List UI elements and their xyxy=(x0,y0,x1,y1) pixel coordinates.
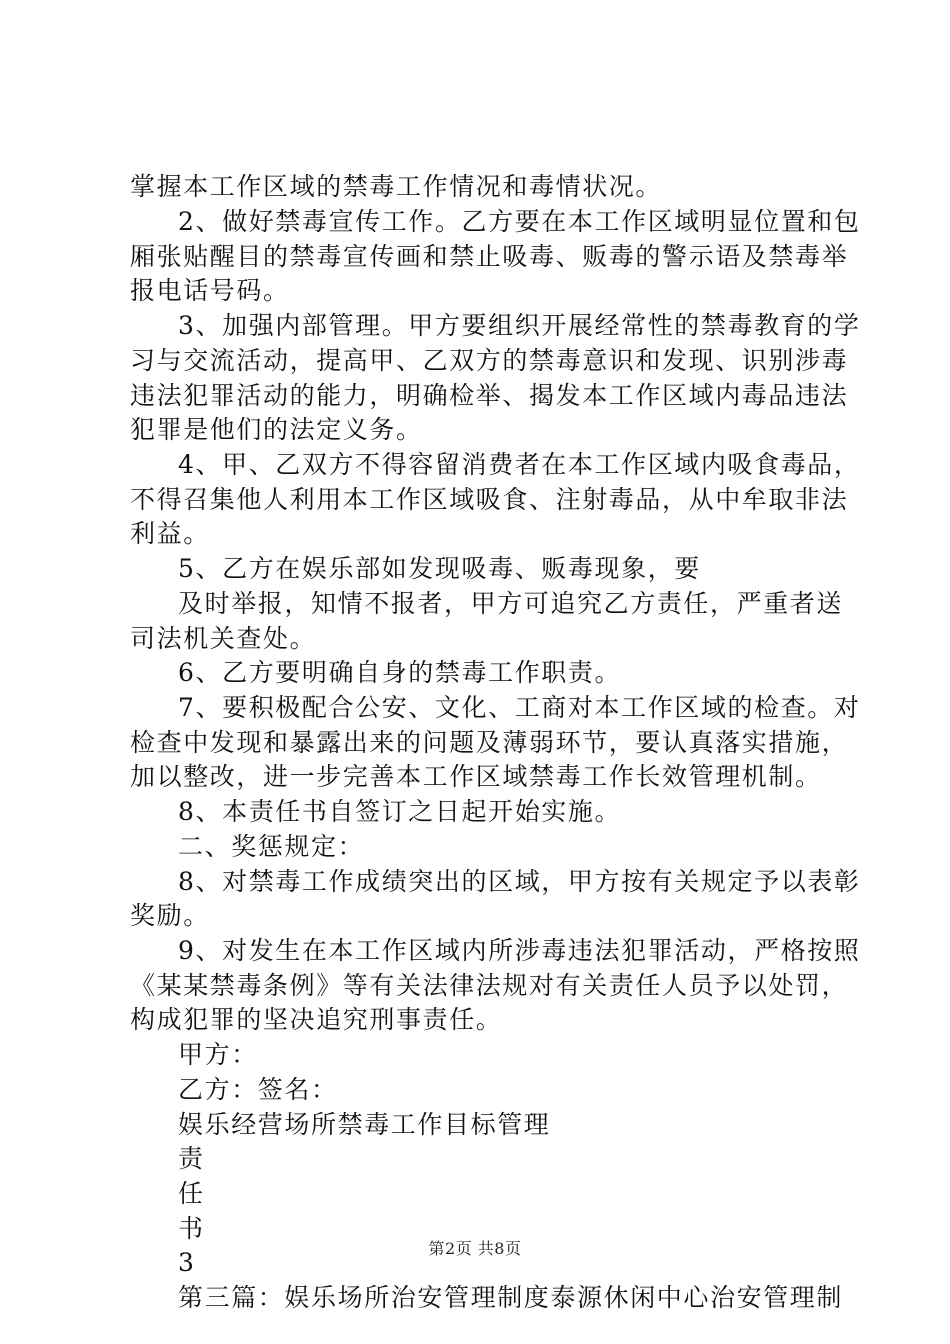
body-line: 6、乙方要明确自身的禁毒工作职责。 xyxy=(178,658,622,687)
body-line: 5、乙方在娱乐部如发现吸毒、贩毒现象，要 xyxy=(178,554,701,583)
page-number-text: 第2页 共8页 xyxy=(428,1239,522,1258)
body-line: 构成犯罪的坚决追究刑事责任。 xyxy=(130,1005,503,1034)
body-line: 加以整改，进一步完善本工作区域禁毒工作长效管理机制。 xyxy=(130,762,822,791)
body-line: 4、甲、乙双方不得容留消费者在本工作区域内吸食毒品， xyxy=(178,450,861,479)
body-line: 8、本责任书自签订之日起开始实施。 xyxy=(178,797,622,826)
body-line: 及时举报，知情不报者，甲方可追究乙方责任，严重者送 xyxy=(178,589,844,618)
body-line: 习与交流活动，提高甲、乙双方的禁毒意识和发现、识别涉毒 xyxy=(130,346,849,375)
body-line: 报电话号码。 xyxy=(130,276,290,305)
body-line: 9、对发生在本工作区域内所涉毒违法犯罪活动，严格按照 xyxy=(178,936,861,965)
chapter-heading: 第三篇：娱乐场所治安管理制度泰源休闲中心治安管理制 xyxy=(178,1283,844,1312)
document-title-line: 娱乐经营场所禁毒工作目标管理 xyxy=(178,1110,551,1139)
body-line: 司法机关查处。 xyxy=(130,624,317,653)
page-footer xyxy=(0,1238,950,1260)
party-b-signature-label: 乙方：签名： xyxy=(178,1075,338,1104)
body-line: 《某某禁毒条例》等有关法律法规对有关责任人员予以处罚， xyxy=(130,971,849,1000)
body-line: 违法犯罪活动的能力，明确检举、揭发本工作区域内毒品违法 xyxy=(130,381,849,410)
body-line: 检查中发现和暴露出来的问题及薄弱环节，要认真落实措施， xyxy=(130,728,849,757)
body-line: 2、做好禁毒宣传工作。乙方要在本工作区域明显位置和包 xyxy=(178,207,861,236)
document-title-char: 书 xyxy=(178,1214,205,1243)
document-title-char: 任 xyxy=(178,1179,205,1208)
body-line: 掌握本工作区域的禁毒工作情况和毒情状况。 xyxy=(130,172,663,201)
party-a-label: 甲方： xyxy=(178,1040,258,1069)
body-line: 8、对禁毒工作成绩突出的区域，甲方按有关规定予以表彰 xyxy=(178,867,861,896)
body-line: 3、加强内部管理。甲方要组织开展经常性的禁毒教育的学 xyxy=(178,311,861,340)
body-line: 犯罪是他们的法定义务。 xyxy=(130,415,423,444)
body-line: 奖励。 xyxy=(130,901,210,930)
body-line: 厢张贴醒目的禁毒宣传画和禁止吸毒、贩毒的警示语及禁毒举 xyxy=(130,242,849,271)
body-line: 不得召集他人利用本工作区域吸食、注射毒品，从中牟取非法 xyxy=(130,485,849,514)
body-line: 7、要积极配合公安、文化、工商对本工作区域的检查。对 xyxy=(178,693,861,722)
section-heading: 二、奖惩规定： xyxy=(178,832,365,861)
body-line: 利益。 xyxy=(130,519,210,548)
section-number: 3 xyxy=(178,1248,196,1277)
document-title-char: 责 xyxy=(178,1144,205,1173)
